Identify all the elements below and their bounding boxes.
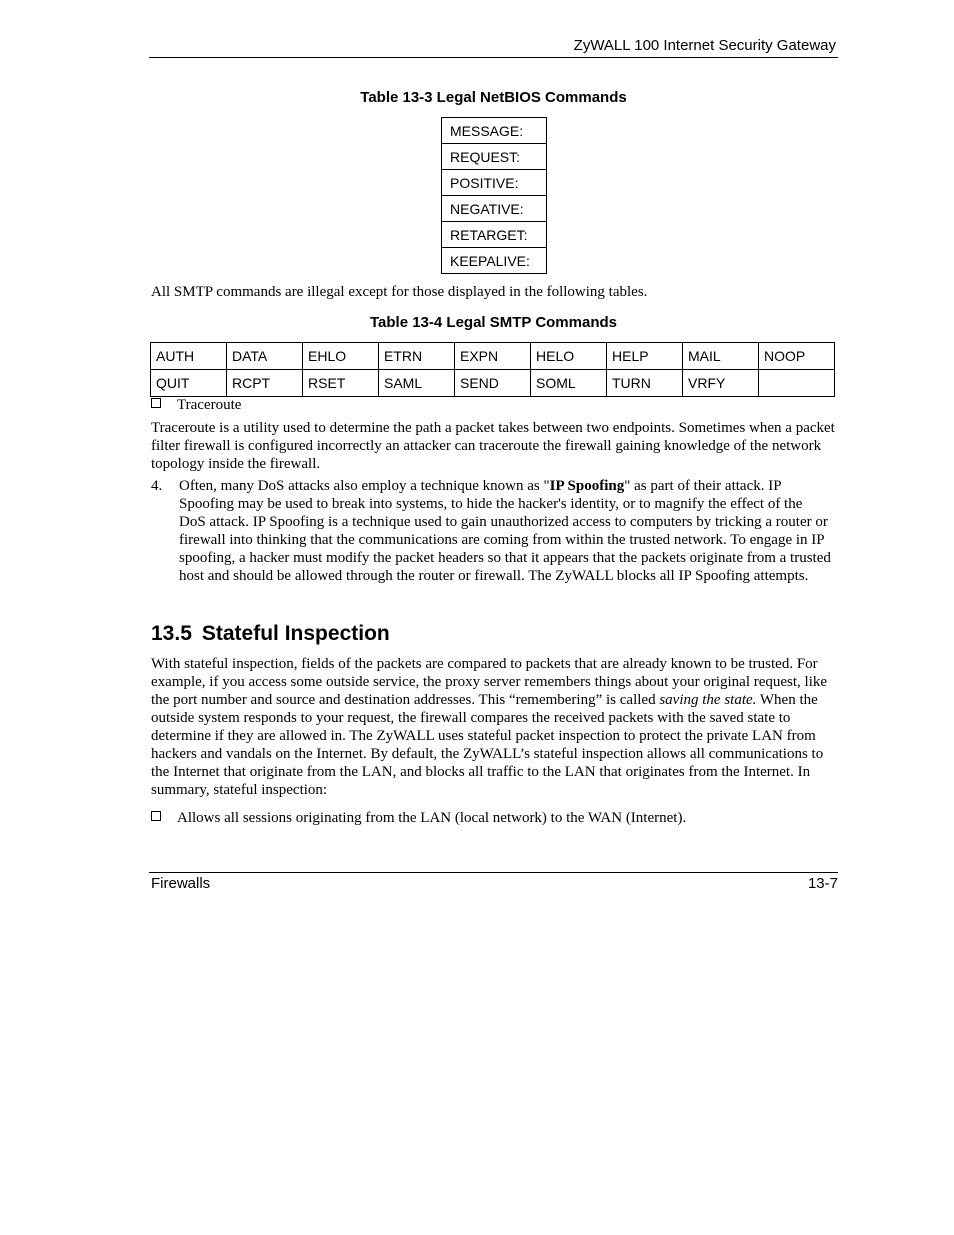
table-cell: RETARGET: [442,222,547,248]
section-heading [151,622,390,646]
table-cell: RSET [303,370,379,397]
table-cell: HELP [607,343,683,370]
footer-page-number: 13-7 [807,875,838,892]
table-cell: AUTH [151,343,227,370]
table-cell: SOML [531,370,607,397]
table-row [442,144,547,170]
checkbox-bullet-icon [151,811,161,821]
header-title: ZyWALL 100 Internet Security Gateway [573,37,836,54]
traceroute-paragraph: Traceroute is a utility used to determine the path a packet takes between two endpoints. Sometimes when a packet filter firewall is configured incorrectly an attacker can traceroute the firewall gaining knowledge of the network topology inside the firewall. [151,420,835,472]
netbios-commands-table [441,117,547,274]
footer-chapter: Firewalls [151,875,211,892]
table-cell: NEGATIVE: [442,196,547,222]
table-cell: MAIL [683,343,759,370]
table-cell: VRFY [683,370,759,397]
bullet-label: Allows all sessions originating from the LAN (local network) to the WAN (Internet). [177,810,687,826]
italic-term: saving the state. [659,692,757,708]
table-cell: TURN [607,370,683,397]
table-cell: EXPN [455,343,531,370]
section-number: 13.5 [151,622,192,645]
stateful-paragraph [151,655,841,799]
table-cell: DATA [227,343,303,370]
bullet-traceroute [151,396,241,414]
table-cell: POSITIVE: [442,170,547,196]
table-row [442,196,547,222]
smtp-table-caption: Table 13-4 Legal SMTP Commands [369,314,617,331]
bullet-allows-sessions [151,809,686,827]
table-cell: RCPT [227,370,303,397]
table-cell: QUIT [151,370,227,397]
smtp-intro-paragraph: All SMTP commands are illegal except for those displayed in the following tables. [151,284,648,300]
section-title: Stateful Inspection [201,622,390,645]
bullet-label: Traceroute [177,397,242,413]
table-cell [759,370,835,397]
table-cell: NOOP [759,343,835,370]
text-segment: With stateful inspection, fields of the packets are compared to packets that are already known to be trusted. For example, if you access some outside service, the proxy server remembers things about your original request, like the port number and source and destination addresses. This “remembering” is called [151,656,828,708]
table-cell: HELO [531,343,607,370]
table-cell: REQUEST: [442,144,547,170]
table-cell: SEND [455,370,531,397]
table-cell: KEEPALIVE: [442,248,547,274]
table-row [151,370,835,397]
text-segment: When the outside system responds to your request, the firewall compares the received packets with the saved state to determine if they are allowed in. The ZyWALL uses stateful packet inspection to protect the private LAN from hackers and vandals on the Internet. By default, the ZyWALL’s stateful inspection allows all communications to the Internet that originate from the LAN, and blocks all traffic to the LAN that originates from the Internet. In summary, stateful inspection: [151,692,824,798]
text-segment: " as part of their attack. IP Spoofing may be used to break into systems, to hide the hacker's identity, or to magnify the effect of the DoS attack. IP Spoofing is a technique used to gain unauthorized access to computers by tricking a router or firewall into thinking that the communications are coming from within the trusted network. To engage in IP spoofing, a hacker must modify the packet headers so that it appears that the packets originate from a trusted host and should be allowed through the router or firewall. The ZyWALL blocks all IP Spoofing attempts. [179,478,831,584]
table-row [442,248,547,274]
table-cell: MESSAGE: [442,118,547,144]
bold-term: IP Spoofing [549,478,625,494]
list-item-text [179,477,831,585]
checkbox-bullet-icon [151,398,161,408]
footer-rule [149,872,838,873]
text-segment: Often, many DoS attacks also employ a technique known as " [179,478,550,494]
list-number: 4. [151,478,163,494]
table-row [442,170,547,196]
netbios-table-caption: Table 13-3 Legal NetBIOS Commands [360,89,627,106]
table-row [151,343,835,370]
table-cell: EHLO [303,343,379,370]
table-row [442,118,547,144]
table-row [442,222,547,248]
header-rule [149,57,838,58]
table-cell: ETRN [379,343,455,370]
smtp-commands-table [150,342,835,397]
table-cell: SAML [379,370,455,397]
